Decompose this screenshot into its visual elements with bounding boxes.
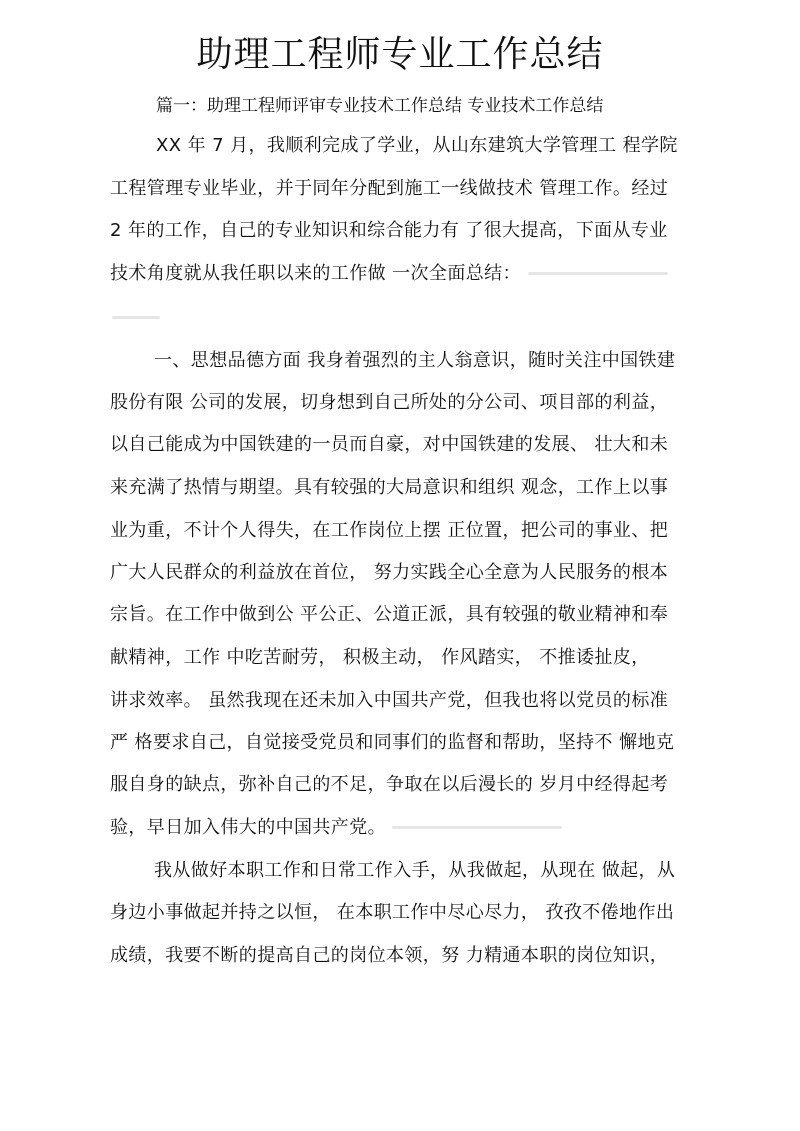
- body-line: 我从做好本职工作和日常工作入手，从我做起，从现在 做起，从: [154, 860, 676, 881]
- body-line: 服自身的缺点，弥补自己的不足，争取在以后漫长的 岁月中经得起考: [110, 774, 669, 795]
- body-line: 技术角度就从我任职以来的工作做 一次全面总结：: [110, 263, 521, 284]
- body-line: 验，早日加入伟大的中国共产党。: [110, 817, 386, 838]
- body-line: 宗旨。在工作中做到公 平公正、公道正派，具有较强的敬业精神和奉: [110, 604, 669, 625]
- faint-scan-mark: [528, 272, 668, 275]
- body-line: 严 格要求自己，自觉接受党员和同事们的监督和帮助，坚持不 懈地克: [110, 732, 675, 753]
- body-line: 成绩，我要不断的提高自己的岗位本领，努 力精通本职的岗位知识，: [110, 945, 669, 966]
- body-line: 广大人民群众的利益放在首位， 努力实践全心全意为人民服务的根本: [110, 562, 669, 583]
- body-line: 工程管理专业毕业，并于同年分配到施工一线做技术 管理工作。经过: [110, 178, 669, 199]
- document-title: 助理工程师专业工作总结: [196, 34, 604, 75]
- faint-scan-mark: [112, 316, 160, 319]
- body-line: 一、思想品德方面 我身着强烈的主人翁意识，随时关注中国铁建: [154, 350, 676, 371]
- body-line: 身边小事做起并持之以恒， 在本职工作中尽心尽力， 孜孜不倦地作出: [110, 902, 675, 923]
- faint-scan-mark: [392, 826, 562, 829]
- body-line: 业为重，不计个人得失，在工作岗位上摆 正位置，把公司的事业、把: [110, 520, 669, 541]
- body-line: 献精神，工作 中吃苦耐劳， 积极主动， 作风踏实， 不推诿扯皮，: [110, 647, 650, 668]
- body-line: 股份有限 公司的发展，切身想到自己所处的分公司、项目部的利益，: [110, 392, 669, 413]
- body-line: 来充满了热情与期望。具有较强的大局意识和组织 观念，工作上以事: [110, 477, 669, 498]
- body-line: 讲求效率。 虽然我现在还未加入中国共产党，但我也将以党员的标准: [110, 690, 669, 711]
- body-line: 2 年的工作，自己的专业知识和综合能力有 了很大提高，下面从专业: [110, 220, 668, 241]
- body-line: 以自己能成为中国铁建的一员而自豪，对中国铁建的发展、 壮大和未: [110, 434, 669, 455]
- document-subtitle: 篇一：助理工程师评审专业技术工作总结 专业技术工作总结: [156, 96, 604, 116]
- body-line: XX 年 7 月，我顺利完成了学业，从山东建筑大学管理工 程学院: [156, 135, 678, 156]
